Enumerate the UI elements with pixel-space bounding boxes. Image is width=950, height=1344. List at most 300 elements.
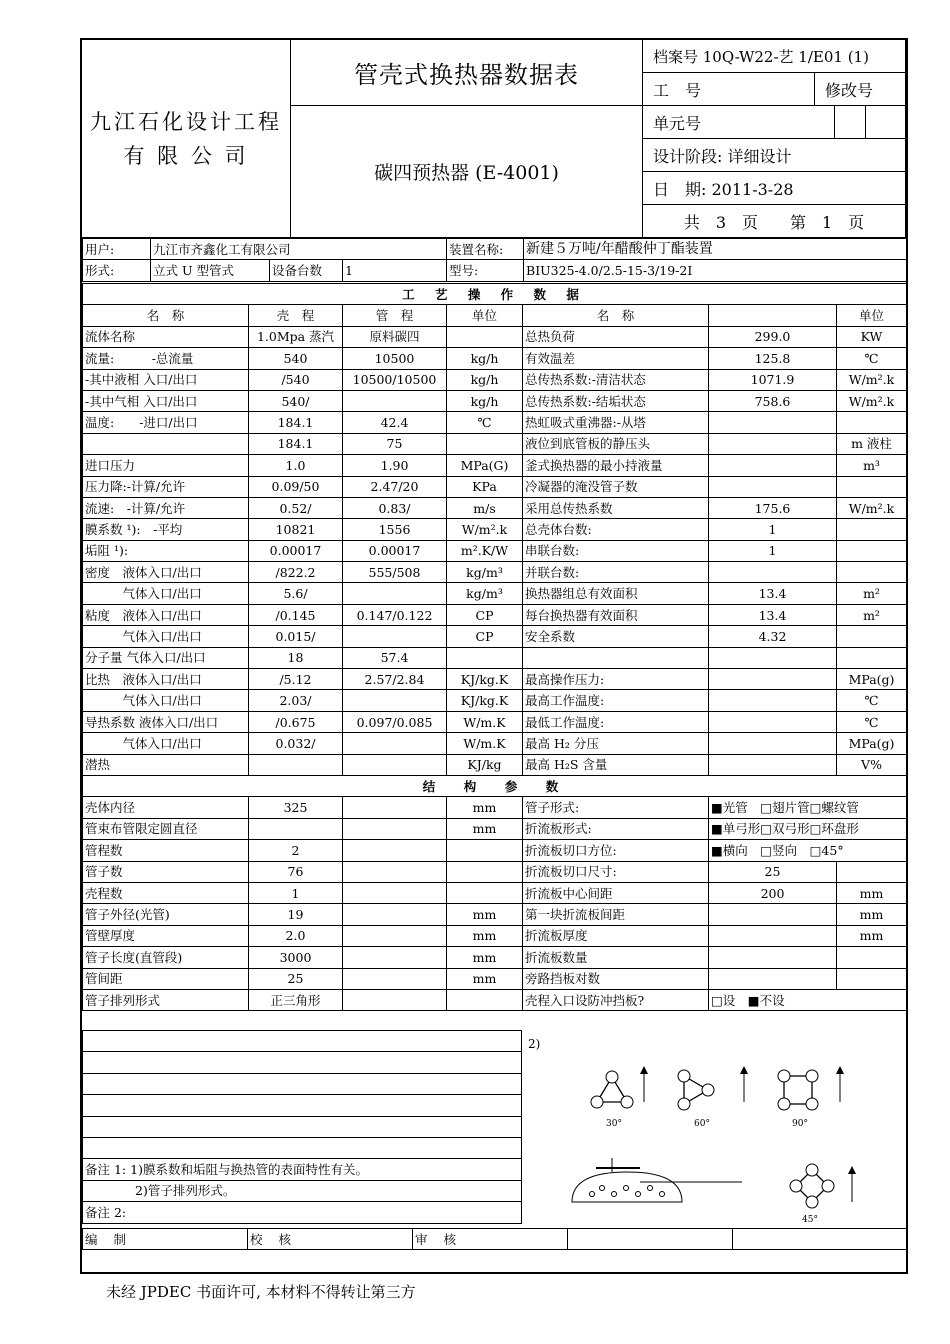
table-cell: MPa(g) [837,733,907,754]
datasheet [80,38,908,1274]
table-cell: 2 [249,840,343,861]
angle-30-label: 30° [606,1119,622,1129]
table-cell: 184.1 [249,412,343,433]
table-row [83,476,907,497]
table-cell [343,583,447,604]
equipment-title: 碳四预热器 (E-4001) [291,106,643,238]
table-cell: 18 [249,647,343,668]
table-cell: -其中液相 入口/出口 [83,369,249,390]
table-row [83,754,907,775]
device-label: 装置名称: [447,239,524,260]
table-row [83,818,907,839]
count-value: 1 [343,260,447,281]
table-cell: 管子排列形式 [83,989,249,1010]
unit-cell [866,106,906,139]
table-cell: m³ [837,455,907,476]
table-cell: KJ/kg.K [447,669,523,690]
angle-45-label: 45° [802,1215,818,1225]
note-line [83,1095,522,1116]
table-cell: kg/h [447,390,523,411]
table-cell: 325 [249,797,343,818]
user-label: 用户: [83,239,151,260]
table-cell: 1.0 [249,455,343,476]
table-cell: 总壳体台数: [523,519,709,540]
table-row [83,562,907,583]
table-cell: ■横向 □竖向 □45° [709,840,907,861]
signature-table [82,1228,907,1250]
table-cell [709,669,837,690]
table-row [83,369,907,390]
table-cell [343,882,447,903]
prepare-label: 编 制 [83,1229,248,1250]
table-cell: mm [447,925,523,946]
table-cell: 75 [343,433,447,454]
table-cell: 正三角形 [249,989,343,1010]
table-cell [709,455,837,476]
table-cell: 冷凝器的淹没管子数 [523,476,709,497]
table-cell: 184.1 [249,433,343,454]
table-cell [709,947,837,968]
table-cell: 总热负荷 [523,326,709,347]
table-cell: 管子形式: [523,797,709,818]
note-text: 备注 2: [83,1202,522,1223]
table-cell [343,904,447,925]
table-cell [447,840,523,861]
layout-60-icon [678,1066,748,1110]
table-cell: kg/h [447,348,523,369]
table-cell: 19 [249,904,343,925]
table-cell [837,861,907,882]
baffle-head-icon [572,1158,742,1202]
table-cell [523,647,709,668]
table-cell: 最高 H₂ 分压 [523,733,709,754]
table-cell [83,433,249,454]
table-cell: 10821 [249,519,343,540]
table-cell [709,968,837,989]
table-cell [709,433,837,454]
table-cell: 密度 液体入口/出口 [83,562,249,583]
footer-disclaimer: 未经 JPDEC 书面许可, 本材料不得转让第三方 [106,1283,416,1301]
angle-60-label: 60° [694,1119,710,1129]
table-cell: 1.90 [343,455,447,476]
table-cell: ℃ [837,690,907,711]
table-cell [343,818,447,839]
table-cell: kg/h [447,369,523,390]
table-cell: 气体入口/出口 [83,583,249,604]
table-cell: 2.47/20 [343,476,447,497]
table-cell: 并联台数: [523,562,709,583]
layout-90-icon [778,1066,844,1110]
table-cell: 流量: -总流量 [83,348,249,369]
table-cell: 折流板形式: [523,818,709,839]
signature-cell [733,1229,907,1250]
table-cell: 0.097/0.085 [343,711,447,732]
table-cell: 流速: -计算/允许 [83,497,249,518]
table-cell: KW [837,326,907,347]
device-value: 新建５万吨/年醋酸仲丁酯装置 [524,239,907,260]
table-cell: ℃ [837,348,907,369]
table-cell: 25 [249,968,343,989]
table-cell: 299.0 [709,326,837,347]
table-cell: 42.4 [343,412,447,433]
table-cell: 热虹吸式重沸器:-从塔 [523,412,709,433]
table-row [83,711,907,732]
table-cell: 0.52/ [249,497,343,518]
table-cell: 5.6/ [249,583,343,604]
table-cell: 垢阻 ¹): [83,540,249,561]
table-cell [343,968,447,989]
table-cell: 0.032/ [249,733,343,754]
table-cell [447,882,523,903]
unit-no-label: 单元号 [643,106,835,139]
table-cell: mm [447,797,523,818]
table-cell [709,733,837,754]
table-row [83,626,907,647]
table-cell: kg/m³ [447,583,523,604]
table-cell: 540 [249,348,343,369]
table-cell: 758.6 [709,390,837,411]
table-cell: 57.4 [343,647,447,668]
table-cell: 0.147/0.122 [343,604,447,625]
unit-cell [835,106,866,139]
table-cell: 壳体内径 [83,797,249,818]
table-row [83,840,907,861]
table-row [83,968,907,989]
table-cell: 管间距 [83,968,249,989]
table-cell: /0.145 [249,604,343,625]
company-line1: 九江石化设计工程 [90,109,282,134]
layout-30-icon [591,1066,648,1108]
signature-cell [568,1229,733,1250]
user-value: 九江市齐鑫化工有限公司 [151,239,447,260]
table-cell: 540/ [249,390,343,411]
table-cell [343,797,447,818]
table-cell: W/m².k [837,369,907,390]
model-label: 型号: [447,260,524,281]
table-cell: 1 [709,519,837,540]
table-cell: mm [447,947,523,968]
note-line [83,1052,522,1073]
table-cell [837,947,907,968]
notes-table [82,1030,522,1224]
table-cell: 1556 [343,519,447,540]
table-cell: 潜热 [83,754,249,775]
table-cell: 10500/10500 [343,369,447,390]
table-cell: mm [837,904,907,925]
table-cell: 折流板厚度 [523,925,709,946]
table-cell: KPa [447,476,523,497]
job-no-label: 工 号 [643,73,815,106]
header-block [82,40,906,238]
table-row [83,669,907,690]
table-row [83,326,907,347]
revision-label: 修改号 [815,73,906,106]
table-cell [343,733,447,754]
table-cell: ■光管 □翅片管□螺纹管 [709,797,907,818]
layout-45-icon [790,1164,856,1208]
process-header-cell: 单位 [447,305,523,326]
table-cell: 0.09/50 [249,476,343,497]
table-cell: m/s [447,497,523,518]
table-cell: 旁路挡板对数 [523,968,709,989]
table-cell: mm [837,882,907,903]
table-cell: 76 [249,861,343,882]
table-cell [447,647,523,668]
table-cell [447,326,523,347]
table-cell [837,626,907,647]
page-count: 共 3 页 第 1 页 [643,205,906,238]
table-cell: W/m.K [447,733,523,754]
table-cell: 压力降:-计算/允许 [83,476,249,497]
table-cell: 釜式换热器的最小持液量 [523,455,709,476]
form-label: 形式: [83,260,151,281]
table-cell: 总传热系数:-清洁状态 [523,369,709,390]
process-header-cell: 名 称 [83,305,249,326]
table-cell: /5.12 [249,669,343,690]
table-cell: 管程数 [83,840,249,861]
table-cell: 比热 液体入口/出口 [83,669,249,690]
table-cell: 壳程数 [83,882,249,903]
table-row [83,519,907,540]
table-row [83,348,907,369]
table-row [83,904,907,925]
note-line [83,1073,522,1094]
table-row [83,947,907,968]
table-cell: m² [837,583,907,604]
table-cell: 13.4 [709,583,837,604]
process-header-cell: 名 称 [523,305,709,326]
table-cell: 管壁厚度 [83,925,249,946]
table-cell: 气体入口/出口 [83,733,249,754]
table-cell: 温度: -进口/出口 [83,412,249,433]
table-cell: MPa(g) [837,669,907,690]
process-header-cell: 壳 程 [249,305,343,326]
table-cell: 液位到底管板的静压头 [523,433,709,454]
table-cell: 1 [709,540,837,561]
table-cell [709,754,837,775]
table-cell: 1 [249,882,343,903]
table-cell [709,925,837,946]
table-cell: 管子数 [83,861,249,882]
table-cell: ℃ [447,412,523,433]
table-cell: 粘度 液体入口/出口 [83,604,249,625]
table-cell [837,968,907,989]
table-cell: 原料碳四 [343,326,447,347]
table-cell [837,562,907,583]
note-line [83,1137,522,1158]
note-line [83,1031,522,1052]
table-cell: 1.0Mpa 蒸汽 [249,326,343,347]
table-cell: 膜系数 ¹): -平均 [83,519,249,540]
table-cell: mm [447,818,523,839]
table-cell: 10500 [343,348,447,369]
table-cell: 采用总传热系数 [523,497,709,518]
table-cell [837,647,907,668]
table-cell: 最高 H₂S 含量 [523,754,709,775]
table-cell: mm [447,968,523,989]
count-label: 设备台数 [270,260,343,281]
process-header-cell [709,305,837,326]
note-line [83,1116,522,1137]
note-text: 2)管子排列形式。 [83,1180,522,1201]
table-row [83,412,907,433]
table-row [83,989,907,1010]
table-cell: 折流板切口方位: [523,840,709,861]
table-cell [709,412,837,433]
table-cell: 25 [709,861,837,882]
table-row [83,497,907,518]
table-cell: 管束布管限定圆直径 [83,818,249,839]
table-cell: 折流板数量 [523,947,709,968]
table-cell: 进口压力 [83,455,249,476]
table-cell: W/m².k [837,497,907,518]
table-cell [709,562,837,583]
table-cell: 0.00017 [343,540,447,561]
table-cell: 0.015/ [249,626,343,647]
table-row [83,455,907,476]
struct-section-title: 结 构 参 数 [83,775,907,796]
table-cell: KJ/kg [447,754,523,775]
table-cell: 200 [709,882,837,903]
table-row [83,604,907,625]
table-cell: m 液柱 [837,433,907,454]
table-cell [837,540,907,561]
table-cell: 2.57/2.84 [343,669,447,690]
table-cell [447,861,523,882]
table-row [83,433,907,454]
table-cell [343,690,447,711]
table-cell: /822.2 [249,562,343,583]
table-cell: CP [447,626,523,647]
table-cell: m².K/W [447,540,523,561]
table-cell: kg/m³ [447,562,523,583]
table-row [83,733,907,754]
table-cell: 换热器组总有效面积 [523,583,709,604]
table-cell [709,904,837,925]
table-row [83,540,907,561]
process-header-cell: 管 程 [343,305,447,326]
table-cell [343,390,447,411]
table-cell: 最低工作温度: [523,711,709,732]
table-row [83,583,907,604]
table-cell [837,519,907,540]
table-cell [837,412,907,433]
table-cell: 气体入口/出口 [83,626,249,647]
table-cell: 管子外径(光管) [83,904,249,925]
table-cell: □设 ■不设 [709,989,907,1010]
table-cell: 125.8 [709,348,837,369]
table-cell [343,626,447,647]
table-cell: 流体名称 [83,326,249,347]
table-cell: /540 [249,369,343,390]
diagram-label: 2) [528,1037,541,1051]
table-cell [249,818,343,839]
table-cell: 2.0 [249,925,343,946]
process-header-cell: 单位 [837,305,907,326]
table-cell [249,754,343,775]
table-cell: 3000 [249,947,343,968]
table-row [83,925,907,946]
table-row [83,647,907,668]
table-cell: 175.6 [709,497,837,518]
table-row [83,690,907,711]
table-cell: 串联台数: [523,540,709,561]
table-cell: KJ/kg.K [447,690,523,711]
process-section-title: 工 艺 操 作 数 据 [83,284,907,305]
date: 日 期: 2011-3-28 [643,172,906,205]
table-cell [709,647,837,668]
table-cell: mm [837,925,907,946]
table-cell [343,947,447,968]
table-cell: 有效温差 [523,348,709,369]
customer-table [82,238,907,282]
table-cell: 0.83/ [343,497,447,518]
form-value: 立式 U 型管式 [151,260,270,281]
notes-block [82,1030,522,1224]
table-row [83,882,907,903]
model-value: BIU325-4.0/2.5-15-3/19-2I [524,260,907,281]
table-cell: 导热系数 液体入口/出口 [83,711,249,732]
table-cell: W/m².k [837,390,907,411]
note-text: 备注 1: 1)膜系数和垢阻与换热管的表面特性有关。 [83,1159,522,1180]
table-cell: /0.675 [249,711,343,732]
table-cell: 折流板切口尺寸: [523,861,709,882]
table-row [83,797,907,818]
table-cell [709,476,837,497]
table-cell [447,433,523,454]
table-cell: m² [837,604,907,625]
table-cell: 2.03/ [249,690,343,711]
table-cell [709,711,837,732]
table-cell: -其中气相 入口/出口 [83,390,249,411]
table-row [83,861,907,882]
table-cell: 1071.9 [709,369,837,390]
table-cell: 安全系数 [523,626,709,647]
table-cell: 4.32 [709,626,837,647]
table-cell: 555/508 [343,562,447,583]
table-cell: CP [447,604,523,625]
process-table [82,283,907,1011]
table-cell: 每台换热器有效面积 [523,604,709,625]
archive-no: 档案号 10Q-W22-艺 1/E01 (1) [643,40,906,73]
table-cell: 0.00017 [249,540,343,561]
angle-90-label: 90° [792,1119,808,1129]
table-cell [837,476,907,497]
table-cell: 气体入口/出口 [83,690,249,711]
sheet-title: 管壳式换热器数据表 [291,40,643,106]
table-cell [343,754,447,775]
table-cell [343,861,447,882]
table-cell: 13.4 [709,604,837,625]
table-cell: 总传热系数:-结垢状态 [523,390,709,411]
table-cell: 最高操作压力: [523,669,709,690]
table-cell [709,690,837,711]
table-cell [343,925,447,946]
table-cell: ℃ [837,711,907,732]
table-cell: 折流板中心间距 [523,882,709,903]
table-row [83,390,907,411]
company-line2: 有 限 公 司 [123,143,249,168]
design-phase: 设计阶段: 详细设计 [643,139,906,172]
table-cell [343,840,447,861]
tube-layout-diagram [522,1032,906,1230]
table-cell: 管子长度(直管段) [83,947,249,968]
table-cell [447,989,523,1010]
table-cell: W/m.K [447,711,523,732]
check-label: 校 核 [248,1229,413,1250]
table-cell: 第一块折流板间距 [523,904,709,925]
table-cell: 最高工作温度: [523,690,709,711]
